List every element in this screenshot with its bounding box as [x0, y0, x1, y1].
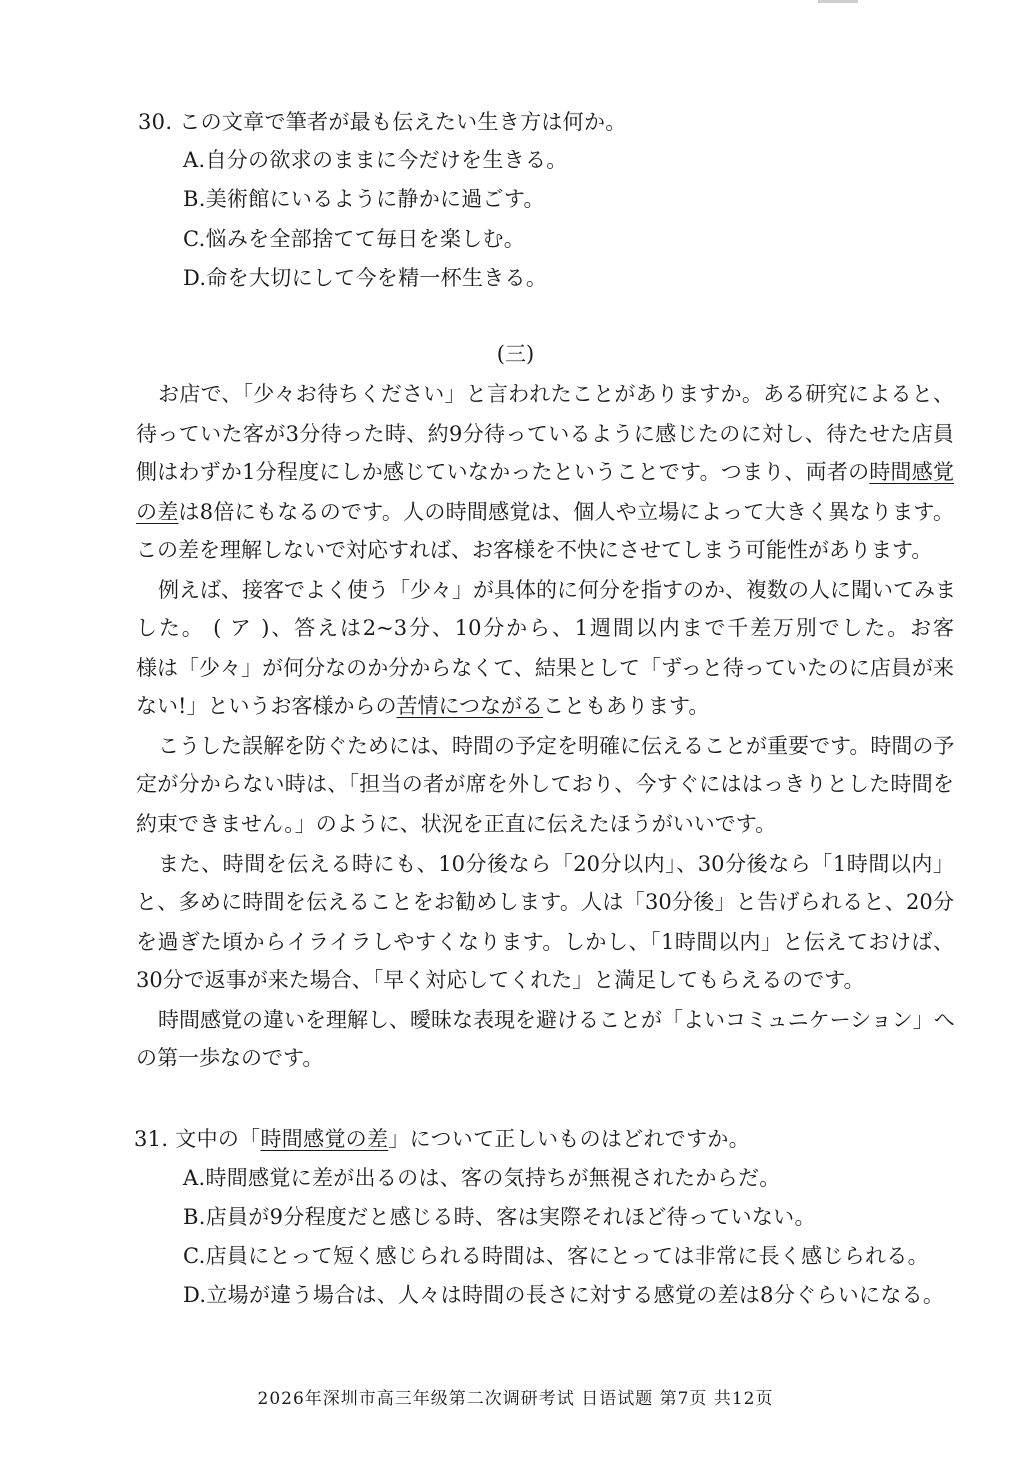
passage-line: の第一歩なのです。 [136, 1046, 324, 1070]
scan-artifact [818, 0, 858, 3]
question-31-option-c: C.店員にとって短く感じられる時間は、客にとっては非常に長く感じられる。 [183, 1244, 929, 1268]
passage-text: ない!」というお客様からの [136, 694, 397, 718]
passage-line: 待っていた客が3分待った時、約9分待っているように感じたのに対し、待たせた店員 [136, 422, 954, 446]
question-30-option-c: C.悩みを全部捨てて毎日を楽しむ。 [183, 227, 526, 251]
passage-text: は8倍にもなるのです。人の時間感覚は、個人や立場によって大きく異なります。 [178, 500, 955, 524]
underlined-phrase: の差 [136, 500, 179, 524]
question-31-option-b: B.店員が9分程度だと感じる時、客は実際それほど待っていない。 [183, 1205, 816, 1229]
question-30-option-b: B.美術館にいるように静かに過ごす。 [183, 187, 545, 211]
passage-line: を過ぎた頃からイライラしやすくなります。しかし、「1時間以内」と伝えておけば、 [136, 930, 954, 954]
passage-line [136, 498, 954, 526]
passage-line [136, 458, 954, 486]
stem-text: 」について正しいものはどれですか。 [388, 1127, 750, 1151]
passage-line: 時間感覚の違いを理解し、曖昧な表現を避けることが「よいコミュニケーション」へ [158, 1008, 955, 1032]
question-30-option-d: D.命を大切にして今を精一杯生きる。 [183, 266, 548, 290]
question-30-stem: 30. この文章で筆者が最も伝えたい生き方は何か。 [138, 110, 627, 134]
passage-line: 約束できません。」のように、状況を正直に伝えたほうがいいです。 [136, 812, 777, 836]
stem-text: 31. 文中の「 [134, 1127, 261, 1151]
page-footer: 2026年深圳市高三年级第二次调研考试 日语试题 第7页 共12页 [257, 1389, 774, 1409]
passage-line: 様は「少々」が何分なのか分からなくて、結果として「ずっと待っていたのに店員が来 [136, 656, 954, 680]
passage-line: この差を理解しないで対応すれば、お客様を不快にさせてしまう可能性があります。 [136, 538, 933, 562]
question-30-option-a: A.自分の欲求のままに今だけを生きる。 [183, 148, 568, 172]
passage-text: 側はわずか1分程度にしか感じていなかったということです。つまり、両者の [136, 460, 870, 484]
underlined-phrase: 時間感覚 [869, 460, 954, 484]
question-31-option-d: D.立場が違う場合は、人々は時間の長さに対する感覚の差は8分ぐらいになる。 [183, 1283, 945, 1307]
passage-text: こともあります。 [543, 694, 710, 718]
section-title: (三) [496, 342, 535, 366]
question-31-option-a: A.時間感覚に差が出るのは、客の気持ちが無視されたからだ。 [183, 1166, 781, 1190]
underlined-phrase: 苦情につながる [396, 694, 544, 718]
passage-line: 定が分からない時は、「担当の者が席を外しており、今すぐにははっきりとした時間を [136, 772, 954, 796]
passage-line: お店で、「少々お待ちください」と言われたことがありますか。ある研究によると、 [158, 382, 954, 406]
passage-line: こうした誤解を防ぐためには、時間の予定を明確に伝えることが重要です。時間の予 [158, 734, 955, 758]
passage-line: 例えば、接客でよく使う「少々」が具体的に何分を指すのか、複数の人に聞いてみま [158, 578, 956, 602]
question-31-stem [134, 1125, 750, 1153]
passage-line: と、多めに時間を伝えることをお勧めします。人は「30分後」と告げられると、20分 [136, 890, 954, 914]
passage-line: した。 ( ア )、答えは2~3分、10分から、1週間以内まで千差万別でした。お客 [136, 616, 954, 640]
underlined-phrase: 時間感覚の差 [260, 1127, 389, 1151]
passage-line [136, 692, 954, 720]
passage-line: また、時間を伝える時にも、10分後なら「20分以内」、30分後なら「1時間以内」 [158, 852, 954, 876]
passage-line: 30分で返事が来た場合、「早く対応してくれた」と満足してもらえるのです。 [136, 968, 865, 992]
